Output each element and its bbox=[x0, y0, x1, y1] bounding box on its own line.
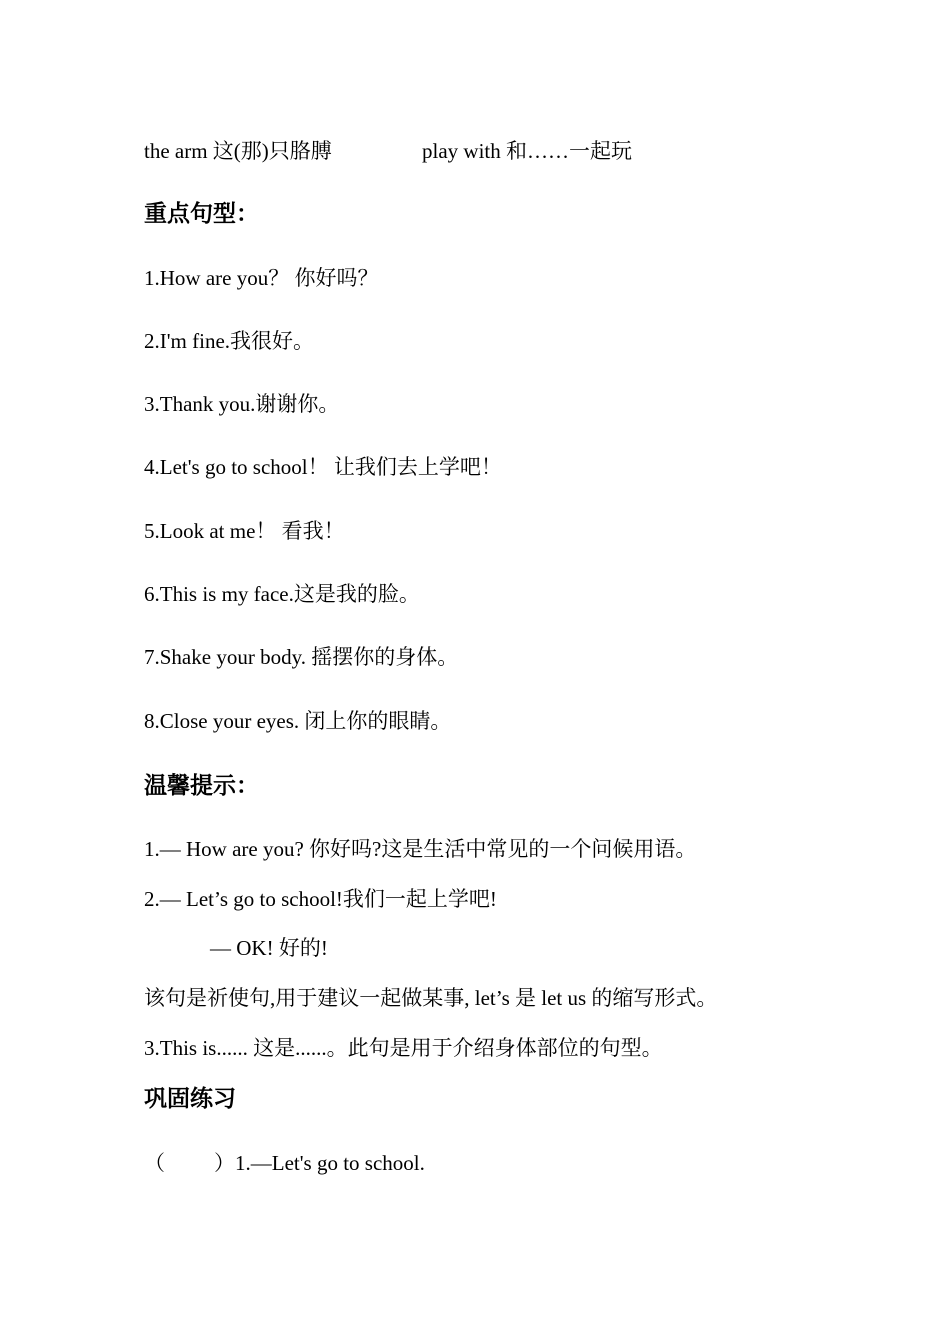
key-sentence-6: 6.This is my face.这是我的脸。 bbox=[144, 582, 420, 606]
vocab-arm: the arm 这(那)只胳膊 bbox=[144, 139, 332, 163]
key-sentence-7: 7.Shake your body. 摇摆你的身体。 bbox=[144, 645, 459, 669]
tip-line-2: 2.— Let’s go to school!我们一起上学吧! bbox=[144, 887, 497, 911]
practice-question-1 bbox=[144, 1150, 425, 1176]
tip-line-1: 1.— How are you? 你好吗?这是生活中常见的一个问候用语。 bbox=[144, 837, 697, 861]
tip-line-4: 该句是祈使句,用于建议一起做某事, let’s 是 let us 的缩写形式。 bbox=[144, 986, 718, 1010]
practice-question-1-text: 1.—Let's go to school. bbox=[235, 1151, 425, 1175]
tips-heading: 温馨提示： bbox=[144, 773, 259, 799]
practice-heading: 巩固练习 bbox=[144, 1086, 236, 1112]
answer-open-paren: （ bbox=[144, 1151, 165, 1175]
key-sentence-4: 4.Let's go to school！ 让我们去上学吧！ bbox=[144, 455, 502, 479]
key-sentences-heading: 重点句型： bbox=[144, 201, 259, 227]
tip-line-5: 3.This is...... 这是......。此句是用于介绍身体部位的句型。 bbox=[144, 1036, 663, 1060]
answer-close-paren: ） bbox=[214, 1151, 235, 1175]
key-sentence-2: 2.I'm fine.我很好。 bbox=[144, 329, 315, 353]
key-sentence-1: 1.How are you？ 你好吗？ bbox=[144, 266, 379, 290]
key-sentence-3: 3.Thank you.谢谢你。 bbox=[144, 392, 340, 416]
vocab-play-with: play with 和……一起玩 bbox=[422, 139, 632, 163]
key-sentence-8: 8.Close your eyes. 闭上你的眼睛。 bbox=[144, 709, 452, 733]
tip-line-3: — OK! 好的! bbox=[210, 936, 328, 960]
key-sentence-5: 5.Look at me！ 看我！ bbox=[144, 519, 345, 543]
